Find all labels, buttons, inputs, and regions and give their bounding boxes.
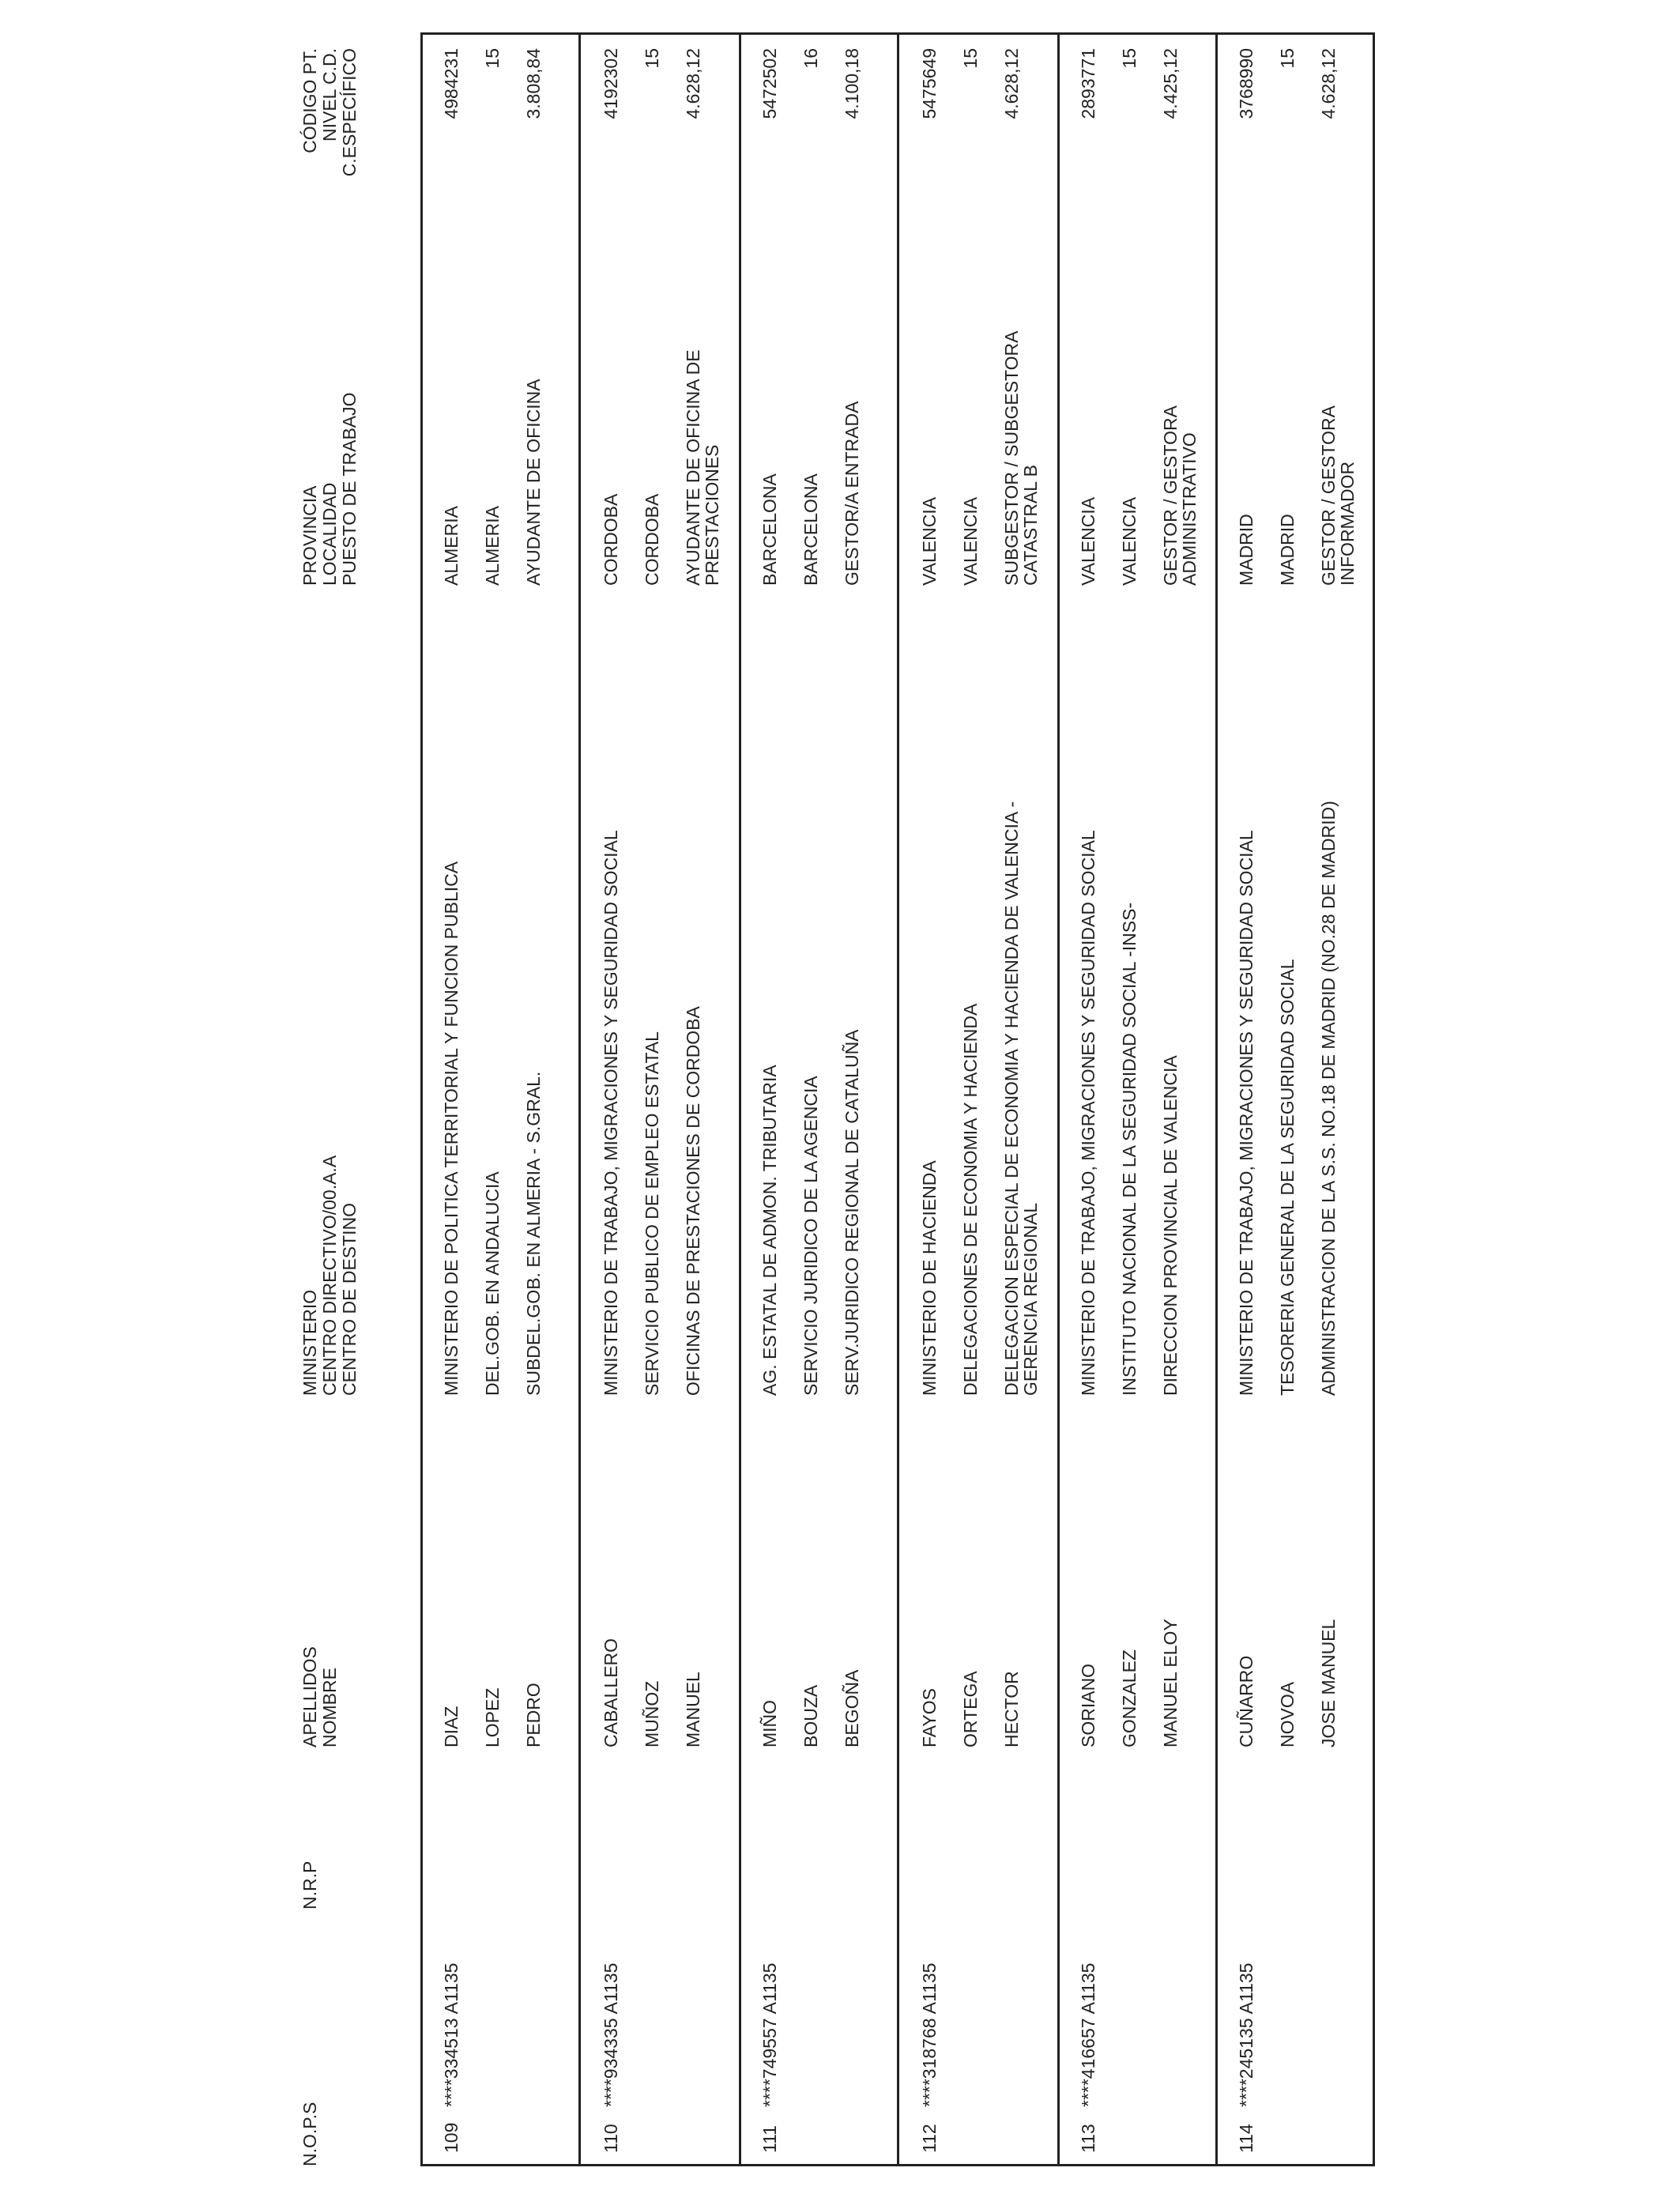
surname-2: BOUZA — [800, 1684, 821, 1747]
nivel-cd: 15 — [642, 48, 662, 69]
nrp-code: ****749557 A1135 — [759, 1962, 780, 2107]
ministerio: MINISTERIO DE TRABAJO, MIGRACIONES Y SEGURIDAD SOCIAL — [1078, 830, 1098, 1396]
complemento-especifico: 4.425,12 — [1160, 48, 1181, 119]
provincia: BARCELONA — [759, 473, 780, 586]
nivel-cd: 15 — [960, 48, 981, 69]
puesto-trabajo: SUBGESTOR / SUBGESTORA — [1001, 330, 1022, 586]
header-ministerio-centro: MINISTERIO CENTRO DIRECTIVO/00.A.A CENTRO DE DESTINO — [299, 1155, 360, 1396]
header-codigo-nivel-especifico: CÓDIGO PT. NIVEL C.D. C.ESPECÍFICO — [299, 48, 360, 177]
nops-number: 110 — [601, 2124, 621, 2153]
surname-1: CUÑARRO — [1236, 1655, 1256, 1747]
centro-directivo: SERVICIO JURIDICO DE LA AGENCIA — [800, 1076, 821, 1396]
codigo-pt: 5475649 — [919, 48, 940, 119]
centro-destino-line-2: GERENCIA REGIONAL — [1020, 1202, 1041, 1396]
provincia: VALENCIA — [1078, 496, 1098, 586]
records-table — [420, 32, 1375, 2166]
puesto-trabajo-line-2: PRESTACIONES — [702, 444, 722, 586]
given-name: MANUEL — [683, 1672, 703, 1747]
row-divider — [578, 35, 581, 2164]
codigo-pt: 4192302 — [601, 48, 621, 119]
given-name: HECTOR — [1001, 1671, 1022, 1747]
nrp-code: ****334513 A1135 — [441, 1962, 461, 2107]
nivel-cd: 15 — [482, 48, 503, 69]
centro-destino: DELEGACION ESPECIAL DE ECONOMIA Y HACIENDA DE VALENCIA - — [1001, 801, 1022, 1396]
complemento-especifico: 4.628,12 — [1001, 48, 1022, 119]
nrp-code: ****245135 A1135 — [1236, 1962, 1256, 2107]
localidad: ALMERIA — [482, 506, 503, 586]
nivel-cd: 15 — [1119, 48, 1139, 69]
centro-directivo: DELEGACIONES DE ECONOMIA Y HACIENDA — [960, 1003, 981, 1396]
puesto-trabajo-line-2: INFORMADOR — [1337, 461, 1358, 586]
surname-2: MUÑOZ — [642, 1680, 662, 1747]
localidad: BARCELONA — [800, 473, 821, 586]
row-divider — [739, 35, 741, 2164]
row-divider — [897, 35, 899, 2164]
nops-number: 113 — [1078, 2124, 1098, 2153]
centro-destino: SUBDEL.GOB. EN ALMERIA - S.GRAL. — [523, 1071, 544, 1396]
codigo-pt: 4984231 — [441, 48, 461, 119]
ministerio: AG. ESTATAL DE ADMON. TRIBUTARIA — [759, 1065, 780, 1396]
ministerio: MINISTERIO DE HACIENDA — [919, 1160, 940, 1396]
surname-1: SORIANO — [1078, 1663, 1098, 1747]
centro-destino: ADMINISTRACION DE LA S.S. NO.18 DE MADRID (NO.28 DE MADRID) — [1318, 801, 1339, 1396]
complemento-especifico: 4.100,18 — [842, 48, 862, 119]
surname-1: FAYOS — [919, 1688, 940, 1747]
complemento-especifico: 4.628,12 — [683, 48, 703, 119]
puesto-trabajo: GESTOR/A ENTRADA — [842, 401, 862, 586]
centro-directivo: DEL.GOB. EN ANDALUCIA — [482, 1171, 503, 1396]
localidad: CORDOBA — [642, 493, 662, 586]
surname-1: DIAZ — [441, 1706, 461, 1747]
nops-number: 114 — [1236, 2124, 1256, 2153]
surname-2: ORTEGA — [960, 1671, 981, 1747]
ministerio: MINISTERIO DE POLITICA TERRITORIAL Y FUNCION PUBLICA — [441, 861, 461, 1396]
nops-number: 109 — [441, 2122, 461, 2153]
nops-number: 112 — [919, 2124, 940, 2153]
centro-destino: SERV.JURIDICO REGIONAL DE CATALUÑA — [842, 1029, 862, 1396]
puesto-trabajo: GESTOR / GESTORA — [1160, 405, 1181, 586]
ministerio: MINISTERIO DE TRABAJO, MIGRACIONES Y SEGURIDAD SOCIAL — [601, 830, 621, 1396]
header-provincia-puesto: PROVINCIA LOCALIDAD PUESTO DE TRABAJO — [299, 392, 360, 586]
given-name: JOSE MANUEL — [1318, 1619, 1339, 1747]
surname-1: CABALLERO — [601, 1638, 621, 1747]
codigo-pt: 2893771 — [1078, 48, 1098, 119]
centro-destino: DIRECCION PROVINCIAL DE VALENCIA — [1160, 1055, 1181, 1396]
complemento-especifico: 4.628,12 — [1318, 48, 1339, 119]
nrp-code: ****416657 A1135 — [1078, 1962, 1098, 2107]
nivel-cd: 16 — [800, 48, 821, 69]
puesto-trabajo: AYUDANTE DE OFICINA DE — [683, 349, 703, 586]
nivel-cd: 15 — [1277, 48, 1298, 69]
centro-destino: OFICINAS DE PRESTACIONES DE CORDOBA — [683, 1006, 703, 1396]
header-nrp: N.R.P — [299, 1860, 320, 1909]
puesto-trabajo: AYUDANTE DE OFICINA — [523, 379, 544, 586]
surname-2: GONZALEZ — [1119, 1649, 1139, 1747]
codigo-pt: 5472502 — [759, 48, 780, 119]
provincia: ALMERIA — [441, 506, 461, 586]
row-divider — [1215, 35, 1218, 2164]
given-name: BEGOÑA — [842, 1669, 862, 1747]
row-divider — [1057, 35, 1060, 2164]
centro-directivo: INSTITUTO NACIONAL DE LA SEGURIDAD SOCIAL -INSS- — [1119, 902, 1139, 1396]
codigo-pt: 3768990 — [1236, 48, 1256, 119]
ministerio: MINISTERIO DE TRABAJO, MIGRACIONES Y SEGURIDAD SOCIAL — [1236, 830, 1256, 1396]
provincia: CORDOBA — [601, 493, 621, 586]
given-name: PEDRO — [523, 1683, 544, 1747]
complemento-especifico: 3.808,84 — [523, 48, 544, 119]
surname-1: MIÑO — [759, 1699, 780, 1747]
header-nops: N.O.P.S — [299, 2102, 320, 2166]
provincia: MADRID — [1236, 514, 1256, 586]
provincia: VALENCIA — [919, 496, 940, 586]
nrp-code: ****934335 A1135 — [601, 1962, 621, 2107]
localidad: VALENCIA — [1119, 496, 1139, 586]
puesto-trabajo-line-2: ADMINISTRATIVO — [1179, 432, 1200, 586]
centro-directivo: SERVICIO PUBLICO DE EMPLEO ESTATAL — [642, 1031, 662, 1396]
nops-number: 111 — [759, 2125, 780, 2153]
puesto-trabajo-line-2: CATASTRAL B — [1020, 465, 1041, 586]
nrp-code: ****318768 A1135 — [919, 1962, 940, 2107]
given-name: MANUEL ELOY — [1160, 1619, 1181, 1747]
localidad: MADRID — [1277, 514, 1298, 586]
puesto-trabajo: GESTOR / GESTORA — [1318, 405, 1339, 586]
header-apellidos-nombre: APELLIDOS NOMBRE — [299, 1646, 340, 1747]
localidad: VALENCIA — [960, 496, 981, 586]
surname-2: NOVOA — [1277, 1681, 1298, 1747]
surname-2: LOPEZ — [482, 1687, 503, 1747]
centro-directivo: TESORERIA GENERAL DE LA SEGURIDAD SOCIAL — [1277, 959, 1298, 1396]
